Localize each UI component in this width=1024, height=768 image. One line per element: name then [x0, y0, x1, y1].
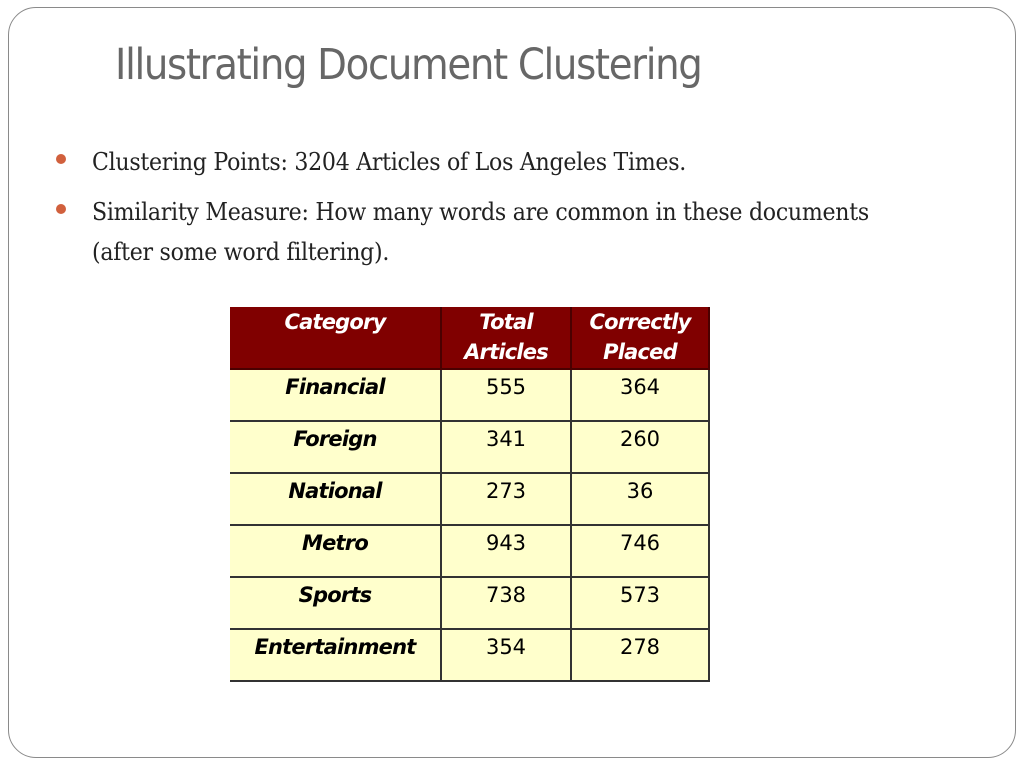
category-cell: Metro — [230, 525, 441, 577]
bullet-text: Clustering Points: 3204 Articles of Los Angeles Times. — [92, 148, 687, 176]
table-row — [230, 473, 709, 525]
category-cell: Foreign — [230, 421, 441, 473]
total-cell: 341 — [441, 421, 571, 473]
header-correctly-placed: Correctly Placed — [571, 307, 709, 369]
table-row — [230, 525, 709, 577]
category-cell: Financial — [230, 369, 441, 421]
bullet-dot-icon — [56, 154, 66, 164]
table-row — [230, 629, 709, 681]
table-row — [230, 369, 709, 421]
total-cell: 943 — [441, 525, 571, 577]
table-header-row — [230, 307, 709, 369]
bullet-text: Similarity Measure: How many words are common in these documents (after some word filtering). — [92, 198, 869, 266]
correct-cell: 260 — [571, 421, 709, 473]
category-table — [230, 307, 710, 682]
total-cell: 273 — [441, 473, 571, 525]
total-cell: 354 — [441, 629, 571, 681]
correct-cell: 573 — [571, 577, 709, 629]
table-row — [230, 421, 709, 473]
header-category: Category — [230, 307, 441, 369]
bullet-list — [56, 142, 936, 282]
total-cell: 738 — [441, 577, 571, 629]
bullet-dot-icon — [56, 204, 66, 214]
header-total-articles: Total Articles — [441, 307, 571, 369]
bullet-item — [56, 192, 936, 272]
category-cell: National — [230, 473, 441, 525]
table-row — [230, 577, 709, 629]
correct-cell: 746 — [571, 525, 709, 577]
correct-cell: 278 — [571, 629, 709, 681]
category-cell: Sports — [230, 577, 441, 629]
total-cell: 555 — [441, 369, 571, 421]
bullet-item — [56, 142, 936, 182]
category-cell: Entertainment — [230, 629, 441, 681]
correct-cell: 36 — [571, 473, 709, 525]
correct-cell: 364 — [571, 369, 709, 421]
slide-title: Illustrating Document Clustering — [115, 40, 702, 90]
